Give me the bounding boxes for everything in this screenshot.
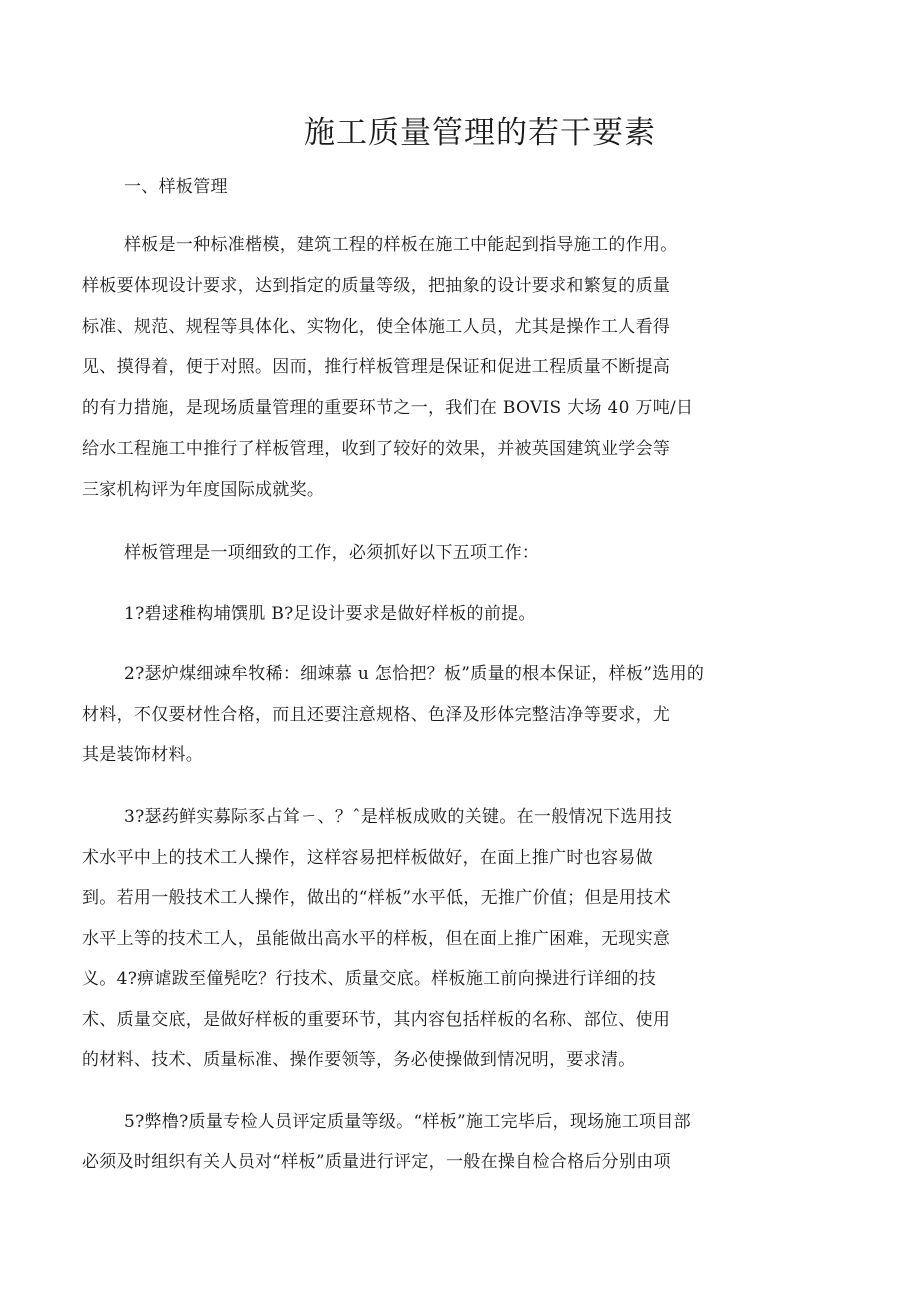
section-heading: 一、样板管理 xyxy=(124,177,228,197)
paragraph-line: 样板是一种标准楷模，建筑工程的样板在施工中能起到指导施工的作用。 xyxy=(124,235,678,255)
paragraph-line: 术水平中上的技术工人操作，这样容易把样板做好，在面上推广时也容易做 xyxy=(82,848,653,868)
paragraph-line: 水平上等的技术工人，虽能做出高水平的样板，但在面上推广困难，无现实意 xyxy=(82,929,671,949)
document-title: 施工质量管理的若干要素 xyxy=(304,115,656,151)
paragraph-line: 标准、规范、规程等具体化、实物化，使全体施工人员，尤其是操作工人看得 xyxy=(82,317,671,337)
paragraph-line: 2?瑟炉煤细竦牟牧稀：细竦慕 u 怎恰把？板”质量的根本保证，样板”选用的 xyxy=(124,664,705,684)
paragraph-line: 给水工程施工中推行了样板管理，收到了较好的效果，并被英国建筑业学会等 xyxy=(82,439,671,459)
paragraph-line: 1?碧逑稚构埔馔肌 B?足设计要求是做好样板的前提。 xyxy=(124,604,536,624)
paragraph-line: 样板要体现设计要求，达到指定的质量等级，把抽象的设计要求和繁复的质量 xyxy=(82,276,671,296)
paragraph-line: 3?瑟药鲜实募际豕占耸ㄧ、？ˆ是样板成败的关键。在一般情况下选用技 xyxy=(124,807,673,827)
paragraph-line: 5?弊橹?质量专检人员评定质量等级。“样板”施工完毕后，现场施工项目部 xyxy=(124,1112,691,1132)
paragraph-line: 其是装饰材料。 xyxy=(82,745,204,765)
paragraph-line: 义。4?痹谑跋至僮髡吃？行技术、质量交底。样板施工前向操进行详细的技 xyxy=(82,969,657,989)
paragraph-line: 见、摸得着，便于对照。因而，推行样板管理是保证和促进工程质量不断提高 xyxy=(82,357,671,377)
paragraph-line: 必须及时组织有关人员对“样板”质量进行评定，一般在操自检合格后分别由项 xyxy=(82,1152,671,1172)
paragraph-line: 到。若用一般技术工人操作，做出的“样板”水平低，无推广价值；但是用技术 xyxy=(82,888,671,908)
paragraph-line: 的材料、技术、质量标准、操作要领等，务必使操做到情况明，要求清。 xyxy=(82,1050,636,1070)
paragraph-line: 术、质量交底，是做好样板的重要环节，其内容包括样板的名称、部位、使用 xyxy=(82,1010,671,1030)
paragraph-line: 的有力措施，是现场质量管理的重要环节之一，我们在 BOVIS 大场 40 万吨/日 xyxy=(82,398,694,418)
paragraph-line: 样板管理是一项细致的工作，必须抓好以下五项工作： xyxy=(124,543,540,563)
paragraph-line: 材料，不仅要材性合格，而且还要注意规格、色泽及形体完整洁净等要求，尤 xyxy=(82,705,671,725)
paragraph-line: 三家机构评为年度国际成就奖。 xyxy=(82,480,325,500)
